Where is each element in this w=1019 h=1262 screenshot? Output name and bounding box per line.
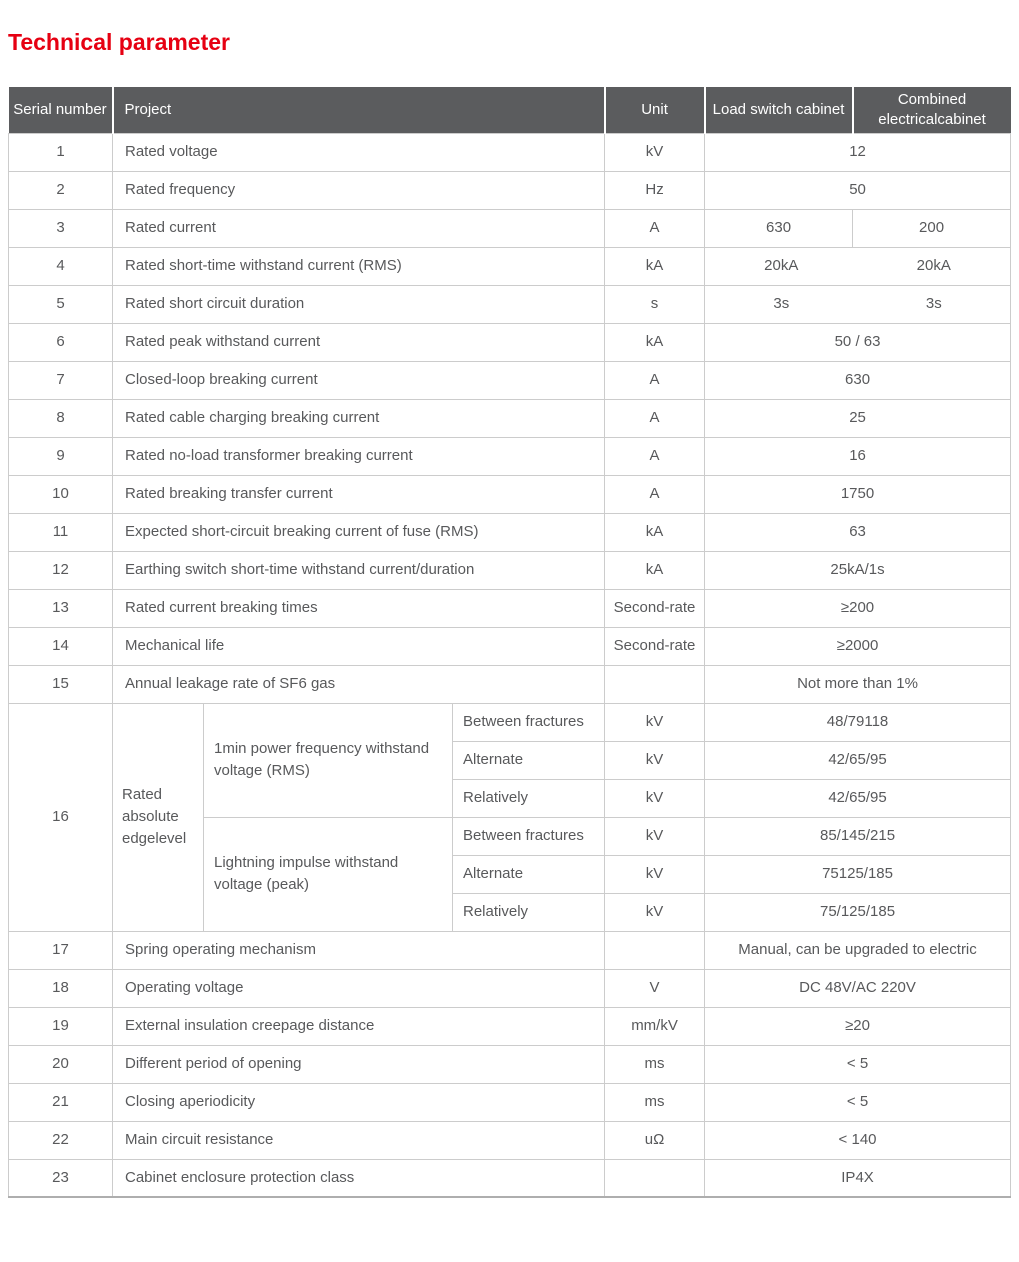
group-label-cell: 1min power frequency withstand voltage (RMS) [204,703,453,817]
table-row [9,399,1011,437]
table-row [9,133,1011,171]
project-cell: Rated short-time withstand current (RMS) [113,247,605,285]
table-row [9,1159,1011,1197]
table-row [9,513,1011,551]
value-pair [705,255,1010,277]
project-cell: Rated voltage [113,133,605,171]
serial-cell: 14 [9,627,113,665]
serial-cell: 6 [9,323,113,361]
project-cell: Rated no-load transformer breaking current [113,437,605,475]
value-right: 20kA [916,257,951,275]
value-cell: 63 [705,513,1011,551]
unit-cell [605,931,705,969]
serial-cell: 10 [9,475,113,513]
project-cell: Different period of opening [113,1045,605,1083]
value-cell-right: 200 [853,209,1011,247]
value-cell: 25kA/1s [705,551,1011,589]
serial-cell: 18 [9,969,113,1007]
unit-cell: kV [605,703,705,741]
project-cell: Mechanical life [113,627,605,665]
serial-cell: 9 [9,437,113,475]
value-cell: 48/79118 [705,703,1011,741]
unit-cell [605,665,705,703]
value-pair [705,293,1010,315]
table-header-row [9,87,1011,133]
unit-cell: kA [605,323,705,361]
table-row [9,437,1011,475]
condition-cell: Alternate [453,741,605,779]
serial-cell: 17 [9,931,113,969]
unit-cell: s [605,285,705,323]
value-cell: < 5 [705,1045,1011,1083]
value-cell: < 5 [705,1083,1011,1121]
value-cell: 42/65/95 [705,741,1011,779]
value-cell-pair [705,247,1011,285]
table-row [9,589,1011,627]
serial-cell: 3 [9,209,113,247]
value-right: 3s [925,295,942,313]
project-cell: Rated current [113,209,605,247]
table-row [9,627,1011,665]
table-row [9,475,1011,513]
unit-cell: V [605,969,705,1007]
value-cell: ≥200 [705,589,1011,627]
unit-cell: A [605,361,705,399]
serial-cell: 12 [9,551,113,589]
unit-cell: A [605,209,705,247]
serial-cell: 23 [9,1159,113,1197]
table-row [9,285,1011,323]
technical-parameter-table [8,87,1011,1198]
header-load-switch-cabinet: Load switch cabinet [705,87,853,133]
header-unit: Unit [605,87,705,133]
serial-cell: 15 [9,665,113,703]
table-row [9,703,1011,741]
page-title: Technical parameter [8,29,231,55]
header-combined-electrical-cabinet: Combined electricalcabinet [853,87,1011,133]
condition-cell: Relatively [453,893,605,931]
unit-cell: kV [605,741,705,779]
serial-cell: 5 [9,285,113,323]
condition-cell: Between fractures [453,703,605,741]
header-project: Project [113,87,605,133]
unit-cell: kV [605,779,705,817]
unit-cell: kA [605,551,705,589]
serial-cell: 4 [9,247,113,285]
serial-cell: 20 [9,1045,113,1083]
project-cell: Expected short-circuit breaking current of fuse (RMS) [113,513,605,551]
value-cell-pair [705,285,1011,323]
table-row [9,551,1011,589]
table-row [9,209,1011,247]
project-cell: External insulation creepage distance [113,1007,605,1045]
value-cell: 50 / 63 [705,323,1011,361]
table-row [9,1083,1011,1121]
project-cell: Main circuit resistance [113,1121,605,1159]
project-cell: Operating voltage [113,969,605,1007]
value-cell: ≥2000 [705,627,1011,665]
table-body [9,133,1011,1197]
value-cell: < 140 [705,1121,1011,1159]
value-cell: 42/65/95 [705,779,1011,817]
value-cell-left: 630 [705,209,853,247]
serial-cell: 13 [9,589,113,627]
table-row [9,171,1011,209]
project-cell: Cabinet enclosure protection class [113,1159,605,1197]
table-row [9,361,1011,399]
unit-cell: kV [605,855,705,893]
unit-cell: Second-rate [605,627,705,665]
table-row [9,323,1011,361]
serial-cell: 7 [9,361,113,399]
serial-cell: 22 [9,1121,113,1159]
project-cell: Earthing switch short-time withstand current/duration [113,551,605,589]
value-cell: Manual, can be upgraded to electric [705,931,1011,969]
condition-cell: Between fractures [453,817,605,855]
value-cell: Not more than 1% [705,665,1011,703]
value-cell: 75125/185 [705,855,1011,893]
serial-cell: 21 [9,1083,113,1121]
unit-cell: kA [605,247,705,285]
project-cell: Closing aperiodicity [113,1083,605,1121]
project-cell: Annual leakage rate of SF6 gas [113,665,605,703]
group-row-label-cell: Rated absolute edgelevel [113,703,204,931]
unit-cell [605,1159,705,1197]
unit-cell: A [605,475,705,513]
condition-cell: Relatively [453,779,605,817]
table-row [9,665,1011,703]
unit-cell: uΩ [605,1121,705,1159]
table-row [9,1045,1011,1083]
serial-cell: 11 [9,513,113,551]
value-cell: 50 [705,171,1011,209]
table-row [9,247,1011,285]
unit-cell: kV [605,133,705,171]
serial-cell: 19 [9,1007,113,1045]
value-cell: 25 [705,399,1011,437]
project-cell: Rated breaking transfer current [113,475,605,513]
group-label-cell: Lightning impulse withstand voltage (peak) [204,817,453,931]
value-left: 20kA [764,257,799,275]
project-cell: Rated current breaking times [113,589,605,627]
serial-cell: 2 [9,171,113,209]
project-cell: Rated cable charging breaking current [113,399,605,437]
project-cell: Rated short circuit duration [113,285,605,323]
header-serial-number: Serial number [9,87,113,133]
project-cell: Spring operating mechanism [113,931,605,969]
project-cell: Rated peak withstand current [113,323,605,361]
unit-cell: kV [605,893,705,931]
value-cell: 85/145/215 [705,817,1011,855]
value-cell: 1750 [705,475,1011,513]
value-cell: ≥20 [705,1007,1011,1045]
value-cell: DC 48V/AC 220V [705,969,1011,1007]
serial-cell: 1 [9,133,113,171]
unit-cell: ms [605,1045,705,1083]
unit-cell: A [605,437,705,475]
unit-cell: A [605,399,705,437]
unit-cell: kV [605,817,705,855]
table-row [9,1121,1011,1159]
condition-cell: Alternate [453,855,605,893]
value-cell: 75/125/185 [705,893,1011,931]
project-cell: Closed-loop breaking current [113,361,605,399]
value-cell: 12 [705,133,1011,171]
table-row [9,1007,1011,1045]
table-row [9,931,1011,969]
value-left: 3s [773,295,790,313]
unit-cell: kA [605,513,705,551]
unit-cell: ms [605,1083,705,1121]
unit-cell: Second-rate [605,589,705,627]
project-cell: Rated frequency [113,171,605,209]
value-cell: IP4X [705,1159,1011,1197]
value-cell: 630 [705,361,1011,399]
value-cell: 16 [705,437,1011,475]
unit-cell: Hz [605,171,705,209]
table-row [9,969,1011,1007]
unit-cell: mm/kV [605,1007,705,1045]
serial-cell: 16 [9,703,113,931]
serial-cell: 8 [9,399,113,437]
